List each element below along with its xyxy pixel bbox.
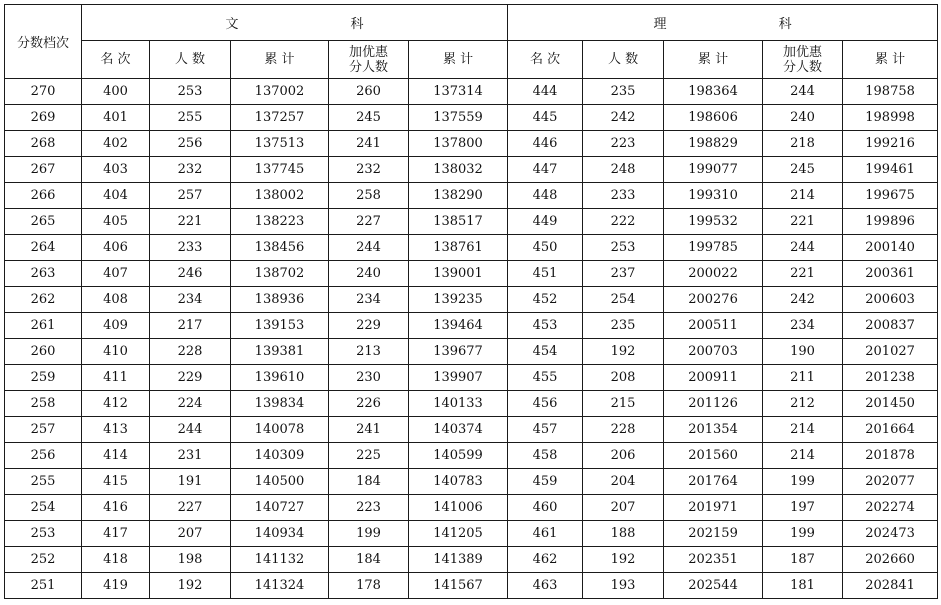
science-cell: 199 xyxy=(763,521,843,547)
science-cell: 200140 xyxy=(843,235,938,261)
science-cell: 455 xyxy=(508,365,583,391)
science-cell: 451 xyxy=(508,261,583,287)
science-cell: 208 xyxy=(583,365,664,391)
liberal-arts-cell: 232 xyxy=(329,157,409,183)
liberal-arts-cell: 138936 xyxy=(231,287,329,313)
liberal-arts-cell: 141324 xyxy=(231,573,329,599)
liberal-arts-cell: 408 xyxy=(82,287,150,313)
science-cell: 201764 xyxy=(664,469,763,495)
science-cell: 242 xyxy=(583,105,664,131)
science-cell: 202351 xyxy=(664,547,763,573)
science-cell: 187 xyxy=(763,547,843,573)
science-cell: 446 xyxy=(508,131,583,157)
table-row xyxy=(5,79,938,105)
science-cell: 228 xyxy=(583,417,664,443)
liberal-arts-cell: 234 xyxy=(150,287,231,313)
liberal-arts-cell: 221 xyxy=(150,209,231,235)
science-cell: 199675 xyxy=(843,183,938,209)
liberal-arts-cell: 138290 xyxy=(409,183,508,209)
liberal-arts-column-header-4: 加优惠 分人数 xyxy=(329,41,409,79)
liberal-arts-cell: 141132 xyxy=(231,547,329,573)
liberal-arts-cell: 417 xyxy=(82,521,150,547)
science-cell: 244 xyxy=(763,235,843,261)
science-cell: 202660 xyxy=(843,547,938,573)
liberal-arts-cell: 230 xyxy=(329,365,409,391)
score-cell: 252 xyxy=(5,547,82,573)
liberal-arts-cell: 409 xyxy=(82,313,150,339)
table-row xyxy=(5,521,938,547)
liberal-arts-header xyxy=(82,5,508,41)
science-cell: 200603 xyxy=(843,287,938,313)
liberal-arts-cell: 401 xyxy=(82,105,150,131)
science-column-header-2: 人 数 xyxy=(583,41,664,79)
score-cell: 268 xyxy=(5,131,82,157)
science-cell: 200911 xyxy=(664,365,763,391)
science-cell: 200022 xyxy=(664,261,763,287)
score-cell: 262 xyxy=(5,287,82,313)
science-cell: 201354 xyxy=(664,417,763,443)
table-body xyxy=(5,79,938,599)
science-cell: 201238 xyxy=(843,365,938,391)
liberal-arts-cell: 138702 xyxy=(231,261,329,287)
liberal-arts-cell: 411 xyxy=(82,365,150,391)
science-column-header-1: 名 次 xyxy=(508,41,583,79)
science-cell: 458 xyxy=(508,443,583,469)
score-cell: 258 xyxy=(5,391,82,417)
science-cell: 447 xyxy=(508,157,583,183)
liberal-arts-cell: 137314 xyxy=(409,79,508,105)
science-cell: 244 xyxy=(763,79,843,105)
score-cell: 264 xyxy=(5,235,82,261)
science-cell: 242 xyxy=(763,287,843,313)
score-cell: 251 xyxy=(5,573,82,599)
column-header-row xyxy=(5,41,938,79)
liberal-arts-cell: 229 xyxy=(329,313,409,339)
liberal-arts-cell: 217 xyxy=(150,313,231,339)
score-cell: 263 xyxy=(5,261,82,287)
liberal-arts-cell: 260 xyxy=(329,79,409,105)
science-column-header-4: 加优惠 分人数 xyxy=(763,41,843,79)
liberal-arts-cell: 400 xyxy=(82,79,150,105)
score-cell: 266 xyxy=(5,183,82,209)
science-cell: 463 xyxy=(508,573,583,599)
liberal-arts-cell: 405 xyxy=(82,209,150,235)
liberal-arts-cell: 139464 xyxy=(409,313,508,339)
liberal-arts-cell: 258 xyxy=(329,183,409,209)
science-cell: 202841 xyxy=(843,573,938,599)
liberal-arts-cell: 207 xyxy=(150,521,231,547)
liberal-arts-cell: 140374 xyxy=(409,417,508,443)
liberal-arts-cell: 141205 xyxy=(409,521,508,547)
science-cell: 450 xyxy=(508,235,583,261)
liberal-arts-cell: 139001 xyxy=(409,261,508,287)
liberal-arts-cell: 139153 xyxy=(231,313,329,339)
liberal-arts-cell: 244 xyxy=(329,235,409,261)
liberal-arts-cell: 184 xyxy=(329,547,409,573)
science-cell: 199077 xyxy=(664,157,763,183)
liberal-arts-cell: 140934 xyxy=(231,521,329,547)
science-cell: 237 xyxy=(583,261,664,287)
science-cell: 456 xyxy=(508,391,583,417)
liberal-arts-cell: 184 xyxy=(329,469,409,495)
science-cell: 200511 xyxy=(664,313,763,339)
liberal-arts-column-header-3: 累 计 xyxy=(231,41,329,79)
table-row xyxy=(5,443,938,469)
score-cell: 259 xyxy=(5,365,82,391)
science-cell: 214 xyxy=(763,417,843,443)
table-row xyxy=(5,547,938,573)
liberal-arts-cell: 213 xyxy=(329,339,409,365)
science-cell: 459 xyxy=(508,469,583,495)
liberal-arts-cell: 415 xyxy=(82,469,150,495)
liberal-arts-cell: 140599 xyxy=(409,443,508,469)
liberal-arts-cell: 412 xyxy=(82,391,150,417)
score-cell: 257 xyxy=(5,417,82,443)
science-cell: 188 xyxy=(583,521,664,547)
table-row xyxy=(5,287,938,313)
liberal-arts-cell: 240 xyxy=(329,261,409,287)
science-cell: 200703 xyxy=(664,339,763,365)
science-cell: 201560 xyxy=(664,443,763,469)
science-cell: 454 xyxy=(508,339,583,365)
liberal-arts-cell: 139610 xyxy=(231,365,329,391)
science-cell: 202473 xyxy=(843,521,938,547)
science-cell: 253 xyxy=(583,235,664,261)
science-cell: 215 xyxy=(583,391,664,417)
liberal-arts-cell: 140309 xyxy=(231,443,329,469)
liberal-arts-cell: 234 xyxy=(329,287,409,313)
liberal-arts-cell: 137257 xyxy=(231,105,329,131)
science-cell: 193 xyxy=(583,573,664,599)
science-cell: 200361 xyxy=(843,261,938,287)
science-cell: 199785 xyxy=(664,235,763,261)
science-cell: 445 xyxy=(508,105,583,131)
liberal-arts-cell: 246 xyxy=(150,261,231,287)
science-cell: 199216 xyxy=(843,131,938,157)
liberal-arts-column-header-5: 累 计 xyxy=(409,41,508,79)
science-cell: 198998 xyxy=(843,105,938,131)
liberal-arts-cell: 233 xyxy=(150,235,231,261)
science-cell: 199 xyxy=(763,469,843,495)
science-cell: 444 xyxy=(508,79,583,105)
table-row xyxy=(5,235,938,261)
liberal-arts-cell: 416 xyxy=(82,495,150,521)
science-cell: 235 xyxy=(583,79,664,105)
science-cell: 202077 xyxy=(843,469,938,495)
science-cell: 192 xyxy=(583,547,664,573)
liberal-arts-cell: 227 xyxy=(150,495,231,521)
liberal-arts-cell: 403 xyxy=(82,157,150,183)
score-cell: 253 xyxy=(5,521,82,547)
liberal-arts-cell: 253 xyxy=(150,79,231,105)
score-distribution-table xyxy=(4,4,938,599)
science-header-char-2: 科 xyxy=(778,17,792,32)
science-cell: 233 xyxy=(583,183,664,209)
science-cell: 201450 xyxy=(843,391,938,417)
liberal-arts-cell: 256 xyxy=(150,131,231,157)
liberal-arts-cell: 140500 xyxy=(231,469,329,495)
science-cell: 449 xyxy=(508,209,583,235)
liberal-arts-cell: 137745 xyxy=(231,157,329,183)
science-cell: 190 xyxy=(763,339,843,365)
liberal-arts-cell: 198 xyxy=(150,547,231,573)
science-cell: 202274 xyxy=(843,495,938,521)
liberal-arts-cell: 192 xyxy=(150,573,231,599)
liberal-arts-cell: 419 xyxy=(82,573,150,599)
science-cell: 199461 xyxy=(843,157,938,183)
table-row xyxy=(5,495,938,521)
liberal-arts-cell: 141389 xyxy=(409,547,508,573)
liberal-arts-cell: 418 xyxy=(82,547,150,573)
science-cell: 192 xyxy=(583,339,664,365)
science-cell: 198829 xyxy=(664,131,763,157)
liberal-arts-cell: 138223 xyxy=(231,209,329,235)
science-cell: 202544 xyxy=(664,573,763,599)
science-cell: 457 xyxy=(508,417,583,443)
liberal-arts-cell: 414 xyxy=(82,443,150,469)
science-cell: 462 xyxy=(508,547,583,573)
science-cell: 212 xyxy=(763,391,843,417)
science-cell: 235 xyxy=(583,313,664,339)
liberal-arts-cell: 255 xyxy=(150,105,231,131)
liberal-arts-cell: 138517 xyxy=(409,209,508,235)
liberal-arts-cell: 241 xyxy=(329,417,409,443)
science-cell: 223 xyxy=(583,131,664,157)
score-cell: 260 xyxy=(5,339,82,365)
science-cell: 221 xyxy=(763,209,843,235)
liberal-arts-header-char-2: 科 xyxy=(350,17,364,32)
score-level-header: 分数档次 xyxy=(5,5,82,79)
liberal-arts-cell: 139907 xyxy=(409,365,508,391)
science-cell: 240 xyxy=(763,105,843,131)
liberal-arts-cell: 223 xyxy=(329,495,409,521)
science-cell: 221 xyxy=(763,261,843,287)
table-row xyxy=(5,417,938,443)
liberal-arts-cell: 406 xyxy=(82,235,150,261)
table-row xyxy=(5,313,938,339)
science-cell: 214 xyxy=(763,183,843,209)
science-column-header-3: 累 计 xyxy=(664,41,763,79)
liberal-arts-cell: 138032 xyxy=(409,157,508,183)
liberal-arts-cell: 140078 xyxy=(231,417,329,443)
score-cell: 270 xyxy=(5,79,82,105)
table-row xyxy=(5,573,938,599)
liberal-arts-cell: 402 xyxy=(82,131,150,157)
score-cell: 256 xyxy=(5,443,82,469)
science-cell: 198364 xyxy=(664,79,763,105)
liberal-arts-cell: 140727 xyxy=(231,495,329,521)
science-cell: 198606 xyxy=(664,105,763,131)
science-cell: 248 xyxy=(583,157,664,183)
science-cell: 460 xyxy=(508,495,583,521)
liberal-arts-cell: 410 xyxy=(82,339,150,365)
liberal-arts-cell: 141567 xyxy=(409,573,508,599)
liberal-arts-cell: 141006 xyxy=(409,495,508,521)
science-cell: 201971 xyxy=(664,495,763,521)
score-cell: 255 xyxy=(5,469,82,495)
science-cell: 207 xyxy=(583,495,664,521)
liberal-arts-cell: 225 xyxy=(329,443,409,469)
science-cell: 199896 xyxy=(843,209,938,235)
liberal-arts-cell: 241 xyxy=(329,131,409,157)
liberal-arts-cell: 137559 xyxy=(409,105,508,131)
liberal-arts-cell: 138456 xyxy=(231,235,329,261)
science-cell: 452 xyxy=(508,287,583,313)
liberal-arts-cell: 229 xyxy=(150,365,231,391)
liberal-arts-cell: 139381 xyxy=(231,339,329,365)
science-cell: 453 xyxy=(508,313,583,339)
table-row xyxy=(5,209,938,235)
liberal-arts-cell: 257 xyxy=(150,183,231,209)
science-header xyxy=(508,5,938,41)
science-cell: 214 xyxy=(763,443,843,469)
liberal-arts-cell: 245 xyxy=(329,105,409,131)
table-row xyxy=(5,105,938,131)
score-cell: 261 xyxy=(5,313,82,339)
liberal-arts-cell: 140783 xyxy=(409,469,508,495)
table-row xyxy=(5,469,938,495)
science-cell: 202159 xyxy=(664,521,763,547)
liberal-arts-cell: 407 xyxy=(82,261,150,287)
liberal-arts-cell: 137002 xyxy=(231,79,329,105)
science-cell: 245 xyxy=(763,157,843,183)
liberal-arts-cell: 231 xyxy=(150,443,231,469)
liberal-arts-cell: 191 xyxy=(150,469,231,495)
table-row xyxy=(5,391,938,417)
table-row xyxy=(5,131,938,157)
liberal-arts-cell: 232 xyxy=(150,157,231,183)
score-cell: 267 xyxy=(5,157,82,183)
science-column-header-5: 累 计 xyxy=(843,41,938,79)
science-cell: 234 xyxy=(763,313,843,339)
table-row xyxy=(5,157,938,183)
science-header-char-1: 理 xyxy=(653,17,667,32)
table-row xyxy=(5,183,938,209)
liberal-arts-cell: 137513 xyxy=(231,131,329,157)
science-cell: 206 xyxy=(583,443,664,469)
science-cell: 201664 xyxy=(843,417,938,443)
liberal-arts-cell: 244 xyxy=(150,417,231,443)
liberal-arts-column-header-1: 名 次 xyxy=(82,41,150,79)
score-cell: 269 xyxy=(5,105,82,131)
liberal-arts-cell: 139677 xyxy=(409,339,508,365)
liberal-arts-cell: 140133 xyxy=(409,391,508,417)
liberal-arts-column-header-2: 人 数 xyxy=(150,41,231,79)
science-cell: 198758 xyxy=(843,79,938,105)
science-cell: 211 xyxy=(763,365,843,391)
science-cell: 448 xyxy=(508,183,583,209)
liberal-arts-header-char-1: 文 xyxy=(225,17,239,32)
science-cell: 181 xyxy=(763,573,843,599)
liberal-arts-cell: 228 xyxy=(150,339,231,365)
liberal-arts-cell: 199 xyxy=(329,521,409,547)
liberal-arts-cell: 227 xyxy=(329,209,409,235)
liberal-arts-cell: 138761 xyxy=(409,235,508,261)
table-row xyxy=(5,339,938,365)
liberal-arts-cell: 226 xyxy=(329,391,409,417)
liberal-arts-cell: 137800 xyxy=(409,131,508,157)
liberal-arts-cell: 139834 xyxy=(231,391,329,417)
science-cell: 200837 xyxy=(843,313,938,339)
liberal-arts-cell: 138002 xyxy=(231,183,329,209)
liberal-arts-cell: 413 xyxy=(82,417,150,443)
science-cell: 197 xyxy=(763,495,843,521)
science-cell: 199532 xyxy=(664,209,763,235)
score-cell: 265 xyxy=(5,209,82,235)
science-cell: 222 xyxy=(583,209,664,235)
liberal-arts-cell: 224 xyxy=(150,391,231,417)
science-cell: 201878 xyxy=(843,443,938,469)
table-row xyxy=(5,261,938,287)
science-cell: 204 xyxy=(583,469,664,495)
science-cell: 199310 xyxy=(664,183,763,209)
science-cell: 201027 xyxy=(843,339,938,365)
liberal-arts-cell: 404 xyxy=(82,183,150,209)
liberal-arts-cell: 178 xyxy=(329,573,409,599)
science-cell: 254 xyxy=(583,287,664,313)
liberal-arts-cell: 139235 xyxy=(409,287,508,313)
science-cell: 461 xyxy=(508,521,583,547)
science-cell: 201126 xyxy=(664,391,763,417)
science-cell: 200276 xyxy=(664,287,763,313)
table-row xyxy=(5,365,938,391)
score-cell: 254 xyxy=(5,495,82,521)
science-cell: 218 xyxy=(763,131,843,157)
